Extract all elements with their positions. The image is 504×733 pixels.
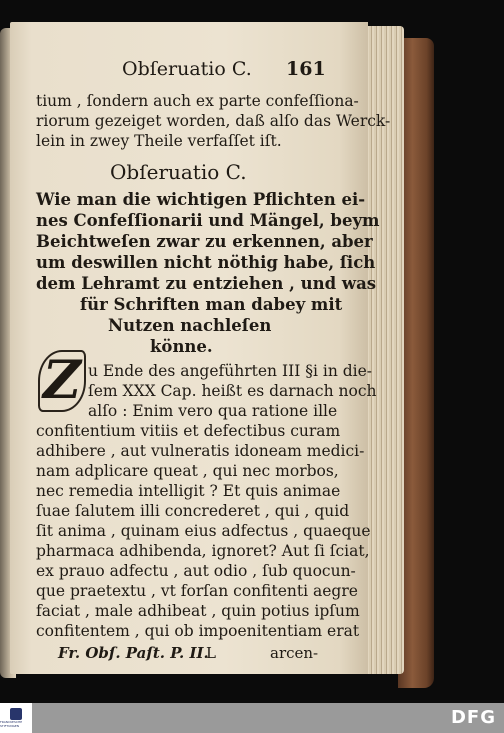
- body-line: confitentem , qui ob impoenitentiam erat: [36, 622, 360, 640]
- heading-line: für Schriften man dabey mit: [80, 295, 343, 314]
- section-title: Obſeruatio C.: [110, 160, 247, 184]
- intro-line: lein in zwey Theile verfaſſet iſt.: [36, 132, 282, 150]
- body-line: u Ende des angeführten III §i in die-: [88, 362, 373, 380]
- body-line: confitentium vitiis et defectibus curam: [36, 422, 341, 440]
- heading-line: Wie man die wichtigen Pflichten ei-: [36, 190, 366, 209]
- body-line: faciat , male adhibeat , quin potius ipſum: [36, 602, 360, 620]
- body-line: adhibere , aut vulneratis idoneam medici-: [36, 442, 365, 460]
- body-line: alſo : Enim vero qua ratione ille: [88, 402, 338, 420]
- body-line: pharmaca adhibenda, ignoret? Aut ſi ſciat,: [36, 542, 370, 560]
- heading-line: Nutzen nachleſen: [108, 316, 272, 335]
- signature-letter: L: [206, 644, 216, 662]
- dfg-logo[interactable]: DFG: [450, 707, 496, 728]
- heading-line: dem Lehramt zu entziehen , und was: [36, 274, 377, 293]
- body-line: ſit anima , quinam eius adfectus , quaeque: [36, 522, 371, 540]
- body-line: ex prauo adfectu , aut odio , ſub quocun-: [36, 562, 356, 580]
- body-line: nec remedia intelligit ? Et quis animae: [36, 482, 341, 500]
- bottom-bar: [0, 703, 504, 733]
- foundation-logo[interactable]: [0, 703, 32, 733]
- heading-line: um deswillen nicht nöthig habe, ſich: [36, 253, 376, 272]
- body-line: nam adplicare queat , qui nec morbos,: [36, 462, 339, 480]
- body-line: ſuae ſalutem illi concrederet , qui , quid: [36, 502, 350, 520]
- foundation-emblem-icon: [10, 708, 22, 720]
- catchword: arcen-: [270, 644, 319, 662]
- body-line: que praetextu , vt forſan confitenti aegre: [36, 582, 358, 600]
- running-header-title: Obſeruatio C.: [122, 58, 252, 80]
- heading-line: nes Confeſſionarii und Mängel, beym: [36, 211, 380, 230]
- page-number: 161: [286, 58, 326, 80]
- body-line: ſem XXX Cap. heißt es darnach noch: [88, 382, 377, 400]
- intro-line: tium , ſondern auch ex parte confeſſiona-: [36, 92, 359, 110]
- drop-cap-initial: Z: [38, 350, 86, 412]
- signature-mark: Fr. Obſ. Paſt. P. II.: [58, 644, 209, 662]
- intro-line: riorum gezeiget worden, daß alſo das Werck-: [36, 112, 391, 130]
- logo-text: FRANCKESCHE STIFTUNGEN: [0, 720, 23, 728]
- heading-line: könne.: [150, 337, 213, 356]
- heading-line: Beichtweſen zwar zu erkennen, aber: [36, 232, 373, 251]
